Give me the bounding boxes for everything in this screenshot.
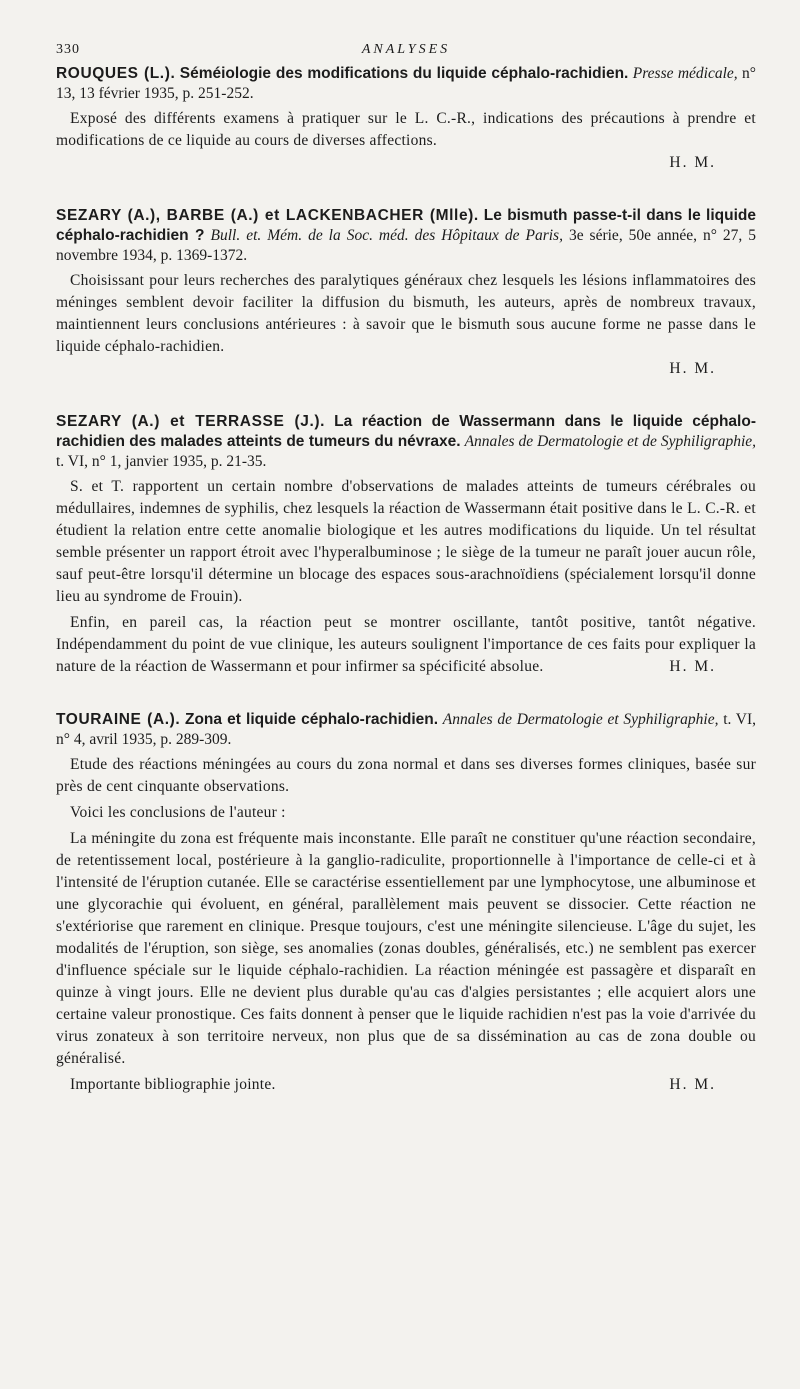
entry-signature: H. M. [669, 658, 716, 675]
entry-paragraph-text: Enfin, en pareil cas, la réaction peut se montrer oscillante, tantôt positive, tantôt négative. Indépendamment du point de vue clinique, les auteurs soulignent l'importance de ces faits pour expliquer la nature de la réaction de Wassermann et pour infirmer sa spécificité absolue. [56, 614, 756, 675]
entry-reference: 3e série, 50e année, n° 27, 5 novembre 1934, p. 1369-1372. [56, 227, 757, 264]
entry-heading [56, 64, 756, 104]
abstract-entry [56, 412, 756, 678]
entry-reference: t. VI, n° 4, avril 1935, p. 289-309. [56, 711, 757, 748]
entry-title: Le bismuth passe-t-il dans le liquide céphalo-rachidien ? [56, 207, 756, 244]
running-head [56, 38, 756, 64]
entry-heading [56, 710, 756, 750]
page-number: 330 [56, 42, 80, 57]
entry-paragraph: S. et T. rapportent un certain nombre d'observations de malades atteints de tumeurs cérébrales ou médullaires, indemnes de syphilis, chez lesquels la réaction de Wassermann était positive dans le L. C.-R. et étudient la relation entre cette anomalie biologique et les autres modifications du liquide. Un tel résultat semble présenter un rapport étroit avec l'hyperalbuminose ; le siège de la tumeur ne paraît jouer aucun rôle, sauf peut-être lorsqu'il détermine un blocage des espaces sous-arachnoïdiens (spécialement lorsqu'il donne lieu au syndrome de Frouin). [56, 478, 756, 605]
entry-authors: TOURAINE (A.). [56, 711, 181, 728]
entry-source: Annales de Dermatologie et Syphiligraphie, [442, 711, 719, 728]
section-title: ANALYSES [361, 42, 451, 57]
entry-paragraph: La méningite du zona est fréquente mais inconstante. Elle paraît ne constituer qu'une réaction secondaire, de retentissement local, postérieure à la ganglio-radiculite, proportionnelle à l'importance de celle-ci et à l'intensité de l'éruption cutanée. Elle se caractérise essentiellement par une lymphocytose, une albuminose et une glycorachie qui évoluent, en général, parallèlement mais peuvent se dissocier. Cette réaction ne s'extériorise que rarement en clinique. Presque toujours, c'est une méningite silencieuse. L'âge du sujet, les modalités de l'éruption, son siège, ses anomalies (zonas doubles, généralisés, etc.) ne semblent pas exercer d'influence spéciale sur le liquide céphalo-rachidien. La réaction méningée est passagère et disparaît en quinze à vingt jours. Elle ne devient plus durable qu'au cas d'algies persistantes ; elle acquiert alors une certaine valeur pronostique. Ces faits donnent à penser que le liquide rachidien n'est pas la voie d'arrivée du virus zonateux à son territoire nerveux, non plus que de sa dissémination au cas de zona double ou généralisé. [56, 830, 756, 1067]
entry-title: La réaction de Wassermann dans le liquide céphalo-rachidien des malades atteints de tumeurs du névraxe. [56, 413, 756, 450]
entry-signature: H. M. [669, 1076, 716, 1093]
entry-reference: t. VI, n° 1, janvier 1935, p. 21-35. [56, 453, 267, 470]
entry-reference: n° 13, 13 février 1935, p. 251-252. [56, 65, 756, 102]
abstract-entry [56, 64, 756, 174]
entry-authors: ROUQUES (L.). [56, 65, 176, 82]
entry-signature: H. M. [669, 154, 716, 171]
entry-paragraph: Voici les conclusions de l'auteur : [70, 804, 286, 821]
entry-heading [56, 412, 756, 472]
entry-source: Presse médicale, [632, 65, 738, 82]
entry-paragraph: Etude des réactions méningées au cours du zona normal et dans ses diverses formes cliniques, basée sur près de cent cinquante observations. [56, 756, 756, 795]
entry-paragraph [56, 1074, 756, 1096]
entry-authors: SEZARY (A.), BARBE (A.) et LACKENBACHER (Mlle). [56, 207, 479, 224]
entry-paragraph: Exposé des différents examens à pratiquer sur le L. C.-R., indications des précautions à prendre et modifications de ce liquide au cours de diverses affections. [56, 110, 756, 149]
entry-heading [56, 206, 756, 266]
entry-paragraph-text: Importante bibliographie jointe. [70, 1076, 276, 1093]
entry-signature: H. M. [669, 360, 716, 377]
entry-title: Zona et liquide céphalo-rachidien. [185, 711, 439, 728]
entry-authors: SEZARY (A.) et TERRASSE (J.). [56, 413, 326, 430]
entry-paragraph: Choisissant pour leurs recherches des paralytiques généraux chez lesquels les lésions inflammatoires des méninges semblent devoir faciliter la diffusion du bismuth, les auteurs, après de nombreux travaux, maintiennent leurs conclusions antérieures : à savoir que le bismuth sous aucune forme ne passe dans le liquide céphalo-rachidien. [56, 272, 756, 355]
entry-title: Séméiologie des modifications du liquide céphalo-rachidien. [179, 65, 629, 82]
entry-source: Bull. et. Mém. de la Soc. méd. des Hôpitaux de Paris, [210, 227, 563, 244]
entry-source: Annales de Dermatologie et de Syphiligraphie, [464, 433, 757, 450]
entry-paragraph [56, 612, 756, 678]
abstract-entry [56, 206, 756, 380]
abstract-entry [56, 710, 756, 1096]
